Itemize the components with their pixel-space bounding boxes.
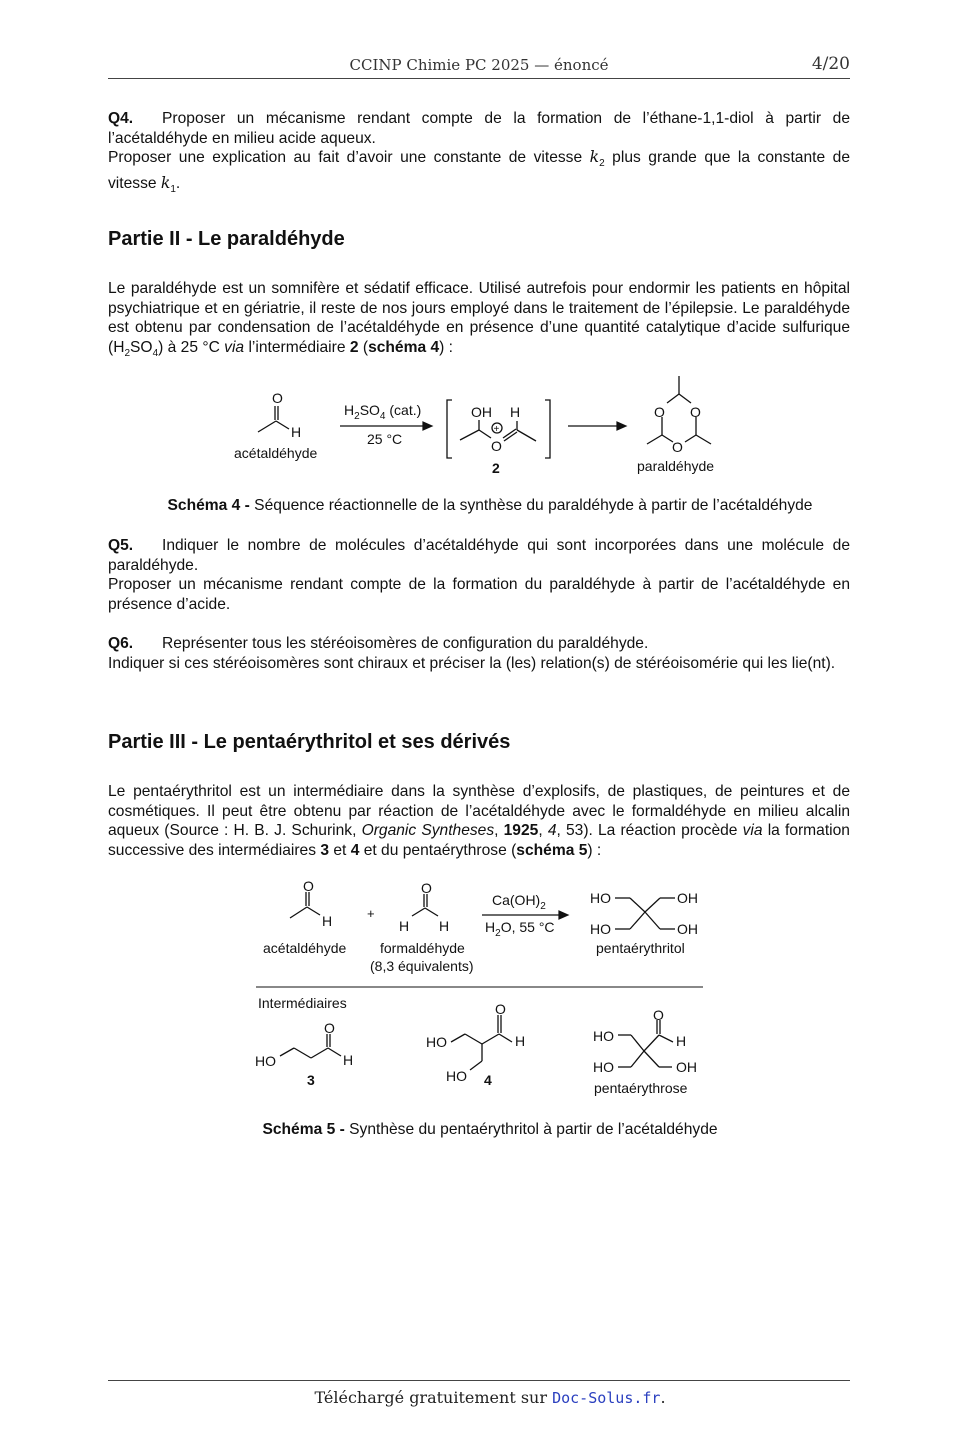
scheme-ref: schéma 4 — [368, 338, 440, 356]
subscript: 2 — [124, 347, 131, 359]
reagent-label: $Ca(OH)_2$ — [492, 892, 546, 912]
intro-text: , 53). La réaction procède — [556, 822, 743, 840]
question-number: Q4. — [108, 110, 134, 127]
acetaldehyde-label: acétaldéhyde — [263, 940, 347, 956]
oxygen-label: O — [272, 390, 283, 406]
ho-label: HO — [446, 1068, 467, 1084]
q4-text-2a: Proposer une explication au fait d’avoir une constante de vitesse — [108, 149, 590, 167]
oxygen-label: O — [653, 1007, 664, 1023]
intro-text: ( — [358, 338, 369, 356]
caption-label: Schéma 5 - — [262, 1121, 345, 1138]
intro-text: ) : — [587, 841, 602, 859]
intermediate-4-structure — [451, 1015, 512, 1070]
intermediate-number: 4 — [484, 1072, 492, 1088]
acetaldehyde-label: acétaldéhyde — [234, 445, 318, 461]
reaction-arrow — [340, 422, 432, 430]
page-number: 4/20 — [811, 54, 850, 74]
equivalents-label: (8,3 équivalents) — [370, 958, 474, 974]
footer-end: . — [660, 1388, 666, 1407]
question-q4 — [108, 109, 850, 200]
intermediate-number: 3 — [307, 1072, 315, 1088]
plus-sign: + — [367, 906, 375, 921]
ho-label: HO — [593, 1059, 614, 1075]
question-number: Q6. — [108, 635, 134, 652]
intro-text: ) : — [439, 338, 454, 356]
q4-text-1: Proposer un mécanisme rendant compte de la formation de l’éthane-1,1-diol à partir de l’acétaldéhyde en milieu acide aqueux. — [108, 110, 850, 147]
ho-label: HO — [426, 1034, 447, 1050]
part3-intro — [108, 782, 850, 860]
oxonium-oxygen: O — [491, 438, 502, 454]
caption-text: Séquence réactionnelle de la synthèse du paraldéhyde à partir de l’acétaldéhyde — [249, 497, 813, 514]
scheme-ref: schéma 5 — [516, 841, 588, 859]
q4-text-2c: . — [175, 174, 181, 192]
section-title-part2: Partie II - Le paraldéhyde — [108, 228, 345, 250]
question-number: Q5. — [108, 537, 134, 554]
positive-charge: + — [493, 424, 500, 435]
compound-ref: 4 — [350, 841, 360, 859]
hydrogen-label: H — [291, 424, 302, 440]
header-title: CCINP Chimie PC 2025 — énoncé — [349, 56, 609, 74]
reagent-label: $H_2SO_4$ (cat.) — [344, 402, 422, 422]
ring-oxygen: O — [690, 404, 701, 420]
pentaerythritol-structure — [615, 898, 675, 929]
journal-name: Organic Syntheses — [361, 822, 495, 840]
footer — [0, 1388, 980, 1407]
compound-ref: 2 — [349, 338, 359, 356]
formaldehyde-label: formaldéhyde — [380, 940, 465, 956]
intro-text: SO — [130, 338, 153, 356]
intermediate-3-structure — [280, 1034, 341, 1058]
conditions-label: 25 °C — [367, 431, 403, 447]
ho-label: HO — [255, 1053, 276, 1069]
hydrogen-label: H — [515, 1033, 526, 1049]
hydrogen-label: H — [510, 404, 521, 420]
intermediates-label: Intermédiaires — [258, 995, 347, 1011]
q5-text-1: Indiquer le nombre de molécules d’acétaldéhyde qui sont incorporées dans une molécule de paraldéhyde. — [108, 537, 850, 574]
compound-ref: 3 — [320, 841, 330, 859]
ho-label: HO — [590, 890, 611, 906]
intro-text: l’intermédiaire — [244, 338, 350, 356]
scheme-5 — [250, 874, 720, 1104]
via-italic: via — [742, 822, 763, 840]
caption-label: Schéma 4 - — [167, 497, 250, 514]
intro-text: la formation successive des intermédiaires — [108, 822, 850, 859]
intro-text: Le paraldéhyde est un somnifère et sédatif efficace. Utilisé autrefois pour endormir les patients en hôpital psychiatrique et en gériatrie, il reste de nos jours employé dans le traitement de l’épilepsie. Le paraldéhyde est obtenu par condensation de l’acétaldéhyde en présence d’une quantité catalytique d’acide sulfurique (H — [108, 280, 850, 356]
subscript: 4 — [152, 347, 159, 359]
q6-text-1: Représenter tous les stéréoisomères de configuration du paraldéhyde. — [162, 635, 649, 652]
intro-text: , — [494, 822, 504, 840]
oxygen-label: O — [324, 1020, 335, 1036]
ho-label: HO — [590, 921, 611, 937]
ring-oxygen: O — [654, 404, 665, 420]
hydrogen-label: H — [322, 913, 333, 929]
oxygen-label: O — [421, 880, 432, 896]
bracket-left — [447, 400, 452, 458]
footer-divider — [108, 1380, 850, 1381]
hydrogen-label: H — [343, 1052, 354, 1068]
reaction-arrow — [568, 422, 626, 430]
hydrogen-label: H — [676, 1033, 687, 1049]
oh-label: OH — [677, 890, 698, 906]
hydrogen-label: H — [439, 918, 450, 934]
oxygen-label: O — [303, 878, 314, 894]
paraldehyde-label: paraldéhyde — [637, 458, 715, 474]
oh-label: OH — [676, 1059, 697, 1075]
via-italic: via — [224, 338, 245, 356]
q5-text-2: Proposer un mécanisme rendant compte de la formation du paraldéhyde à partir de l’acétaldéhyde en présence d’acide. — [108, 576, 850, 613]
caption-text: Synthèse du pentaérythritol à partir de l’acétaldéhyde — [344, 1121, 718, 1138]
scheme-4 — [220, 372, 740, 482]
question-q5 — [108, 536, 850, 614]
k1-subscript: 1 — [170, 184, 176, 195]
footer-text: Téléchargé gratuitement sur — [314, 1388, 553, 1407]
oh-label: OH — [677, 921, 698, 937]
k2-subscript: 2 — [599, 158, 605, 170]
q6-text-2: Indiquer si ces stéréoisomères sont chiraux et préciser la (les) relation(s) de stéréoisomérie qui les lie(nt). — [108, 654, 836, 672]
pentaerythritol-label: pentaérythritol — [596, 940, 685, 956]
q4-text-2b: plus grande que la constante de vitesse — [108, 149, 850, 192]
intro-text: Le pentaérythritol est un intermédiaire dans la synthèse d’explosifs, de plastiques, de peintures et de cosmétiques. Il peut être obtenu par réaction de l’acétaldéhyde avec le formaldéhyde en milieu alcalin aqueux (Source : H. B. J. Schurink, — [108, 783, 850, 840]
ring-oxygen: O — [672, 439, 683, 455]
scheme-4-caption — [0, 497, 980, 515]
intro-text: et du pentaérythrose ( — [359, 841, 517, 859]
year: 1925 — [503, 822, 539, 840]
k2-symbol: k — [589, 148, 600, 167]
pentaerythrose-structure — [618, 1020, 673, 1067]
k1-symbol: k — [160, 173, 171, 192]
intro-text: et — [329, 841, 351, 859]
intermediate-number: 2 — [492, 460, 500, 476]
page-header — [108, 54, 850, 79]
ho-label: HO — [593, 1028, 614, 1044]
intro-text: ) à 25 °C — [158, 338, 225, 356]
oh-label: OH — [471, 404, 492, 420]
acetaldehyde-structure — [290, 892, 320, 918]
hydrogen-label: H — [399, 918, 410, 934]
question-q6 — [108, 634, 850, 673]
pentaerythrose-label: pentaérythrose — [594, 1080, 688, 1096]
scheme-5-caption — [0, 1121, 980, 1139]
volume: 4 — [547, 822, 557, 840]
reaction-arrow — [482, 911, 568, 919]
acetaldehyde-structure — [258, 406, 289, 432]
intro-text: , — [538, 822, 548, 840]
doc-solus-link[interactable]: Doc-Solus.fr — [552, 1389, 661, 1407]
formaldehyde-structure — [412, 894, 438, 916]
conditions-label: $H_2O$, 55 °C — [485, 919, 555, 939]
section-title-part3: Partie III - Le pentaérythritol et ses dérivés — [108, 731, 511, 753]
bracket-right — [545, 400, 550, 458]
oxygen-label: O — [495, 1001, 506, 1017]
part2-intro — [108, 279, 850, 363]
